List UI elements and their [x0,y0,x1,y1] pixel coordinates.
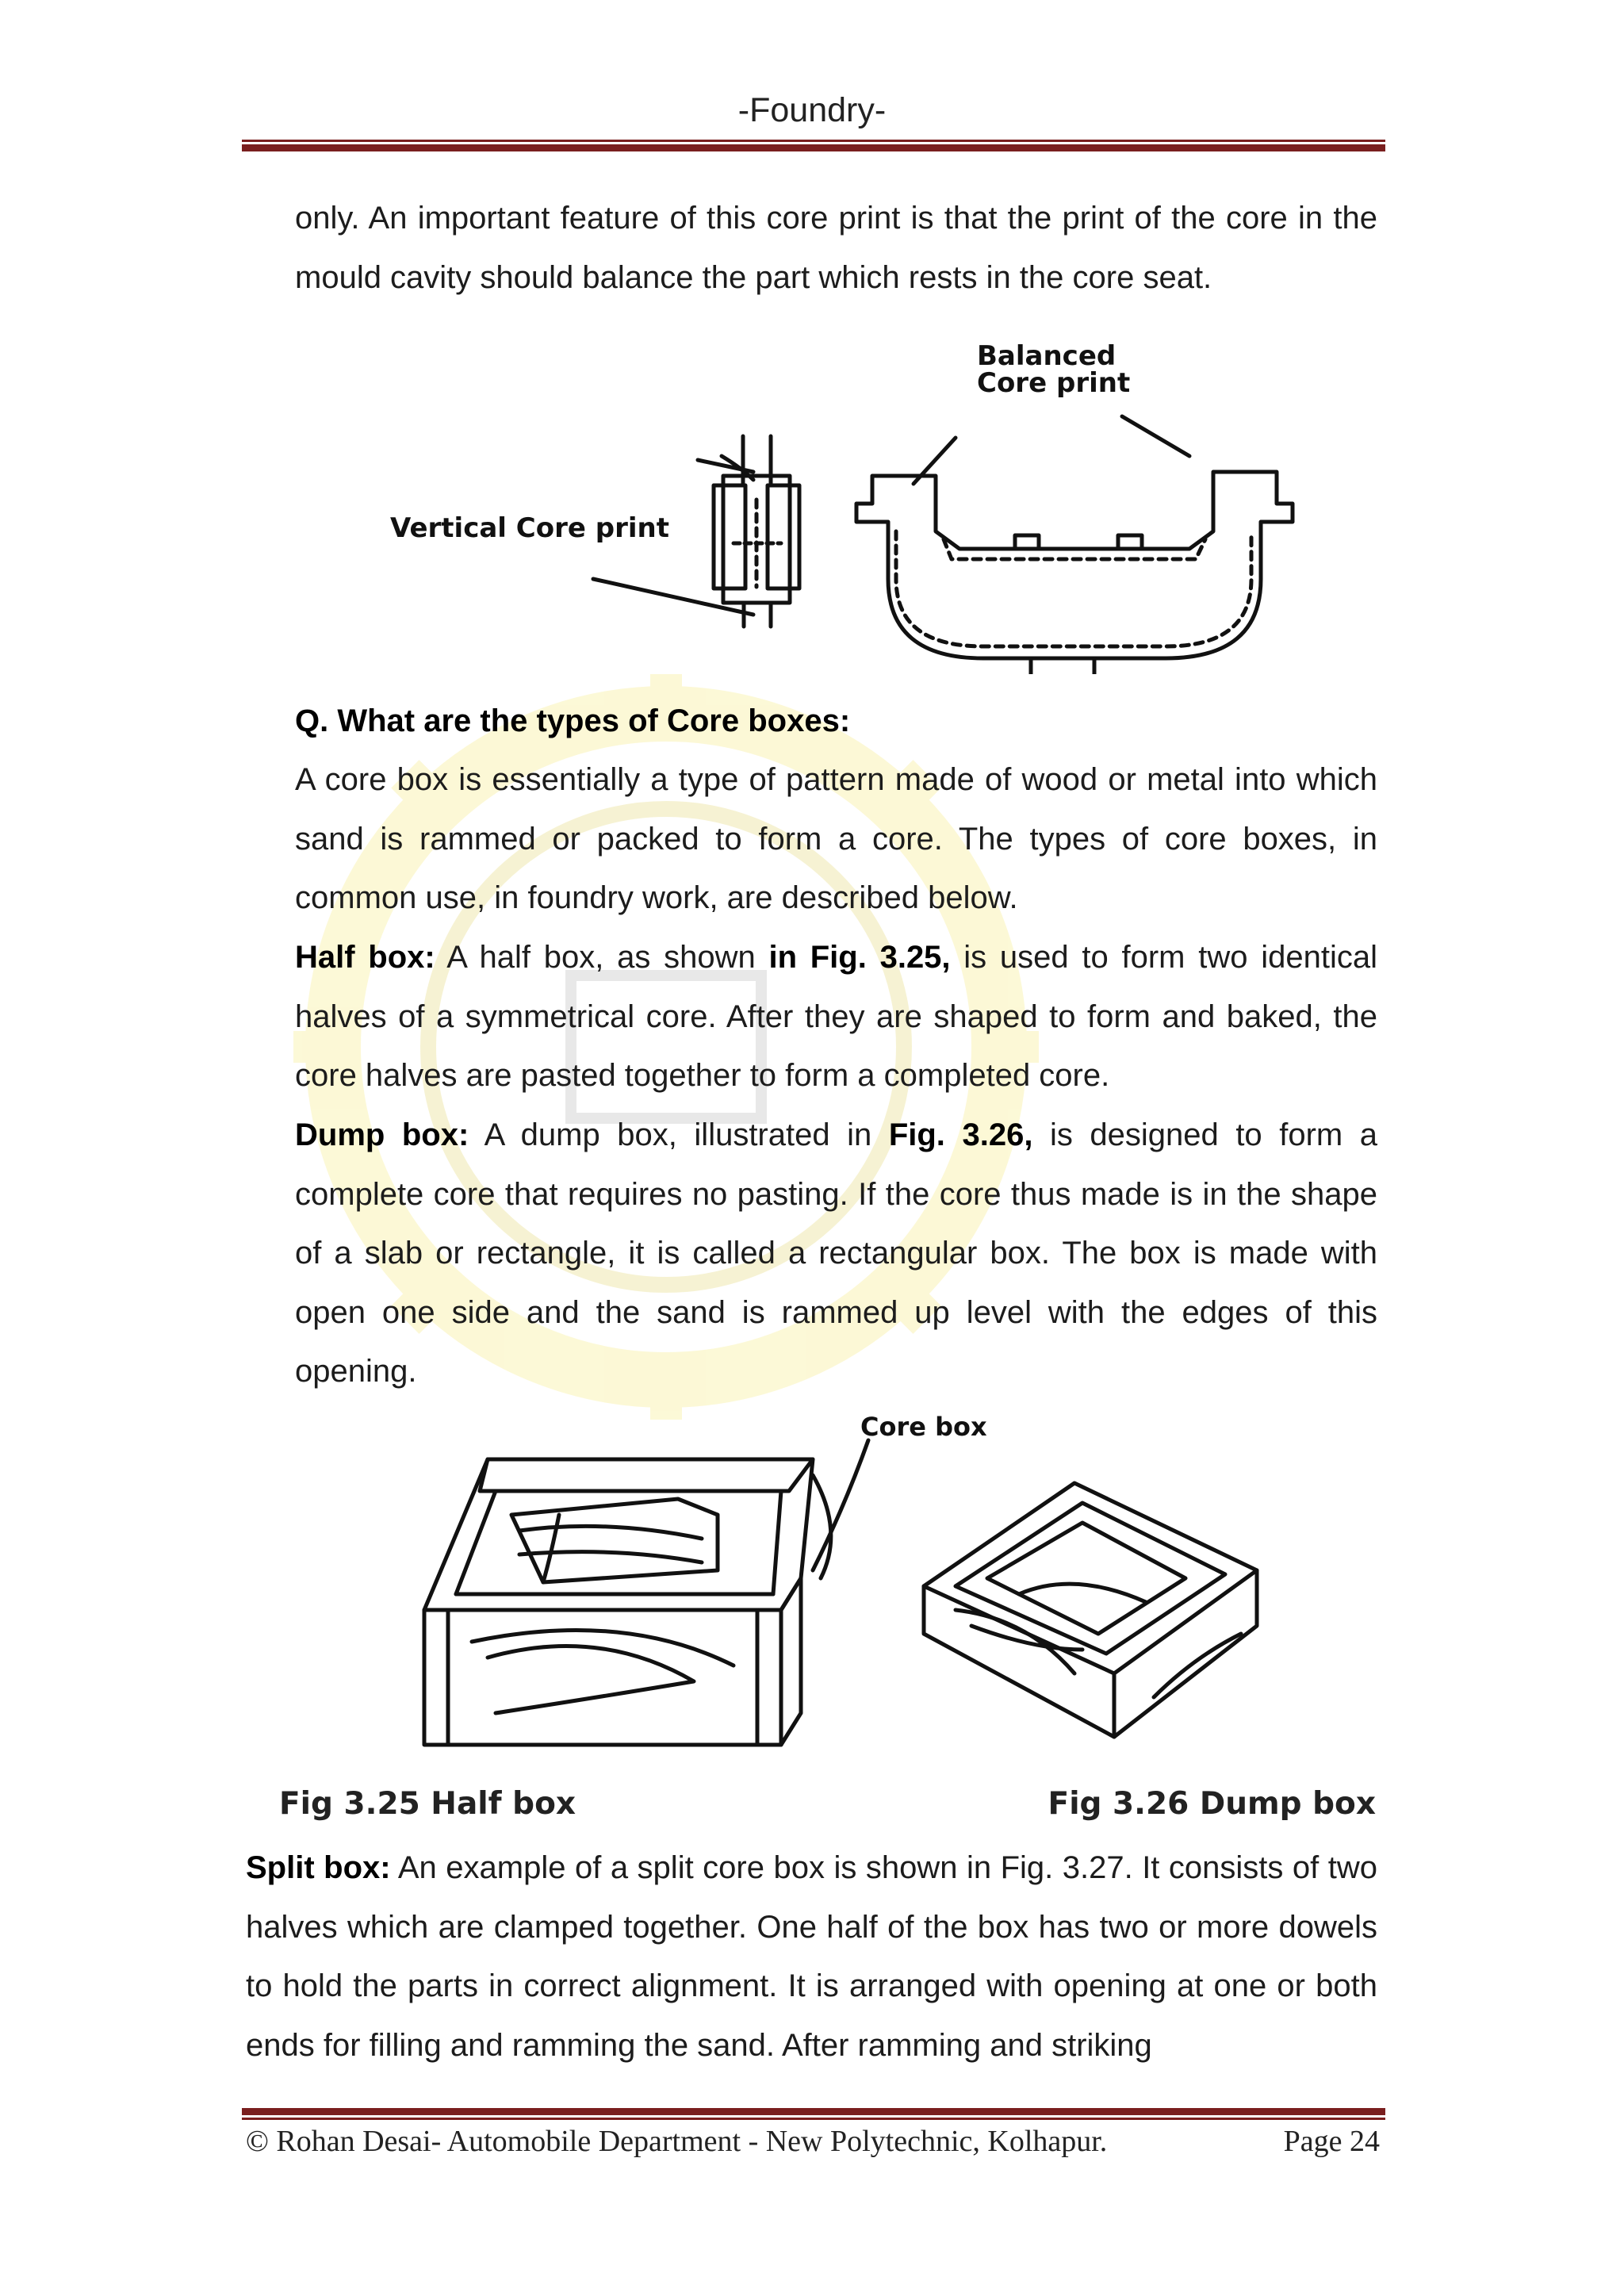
header-rule [242,140,1385,151]
dump-box-term: Dump box: [295,1117,469,1152]
balanced-label-line-1: Balanced [977,341,1116,372]
half-box-text-b: is used to form two identical halves of a symmetrical core. After they are shaped to form and baked, the core halves are pasted together to form a completed core. [295,940,1377,1093]
page-footer [246,2124,1380,2159]
half-box-text-a: A half box, as shown [435,940,769,975]
vertical-core-print-label: Vertical Core print [390,512,669,544]
core-box-intro-paragraph: A core box is essentially a type of pattern made of wood or metal into which sand is rammed or packed to form a core. The types of core boxes, in common use, in foundry work, are described below. [295,762,1377,915]
footer-credit: © Rohan Desai- Automobile Department - New Polytechnic, Kolhapur. [246,2125,1108,2158]
intro-paragraph: only. An important feature of this core print is that the print of the core in the mould cavity should balance the part which rests in the core seat. [295,201,1377,295]
half-box-term: Half box: [295,940,435,975]
question-heading: Q. What are the types of Core boxes: [295,703,851,738]
split-box-term: Split box: [246,1850,391,1885]
dump-box-text-a: A dump box, illustrated in [469,1117,889,1152]
page-number: Page 24 [1283,2125,1380,2158]
split-box-paragraph [246,1838,1377,2075]
half-box-paragraph [295,928,1377,1106]
running-header: -Foundry- [737,91,887,129]
split-box-text: An example of a split core box is shown in Fig. 3.27. It consists of two halves which are clamped together. One half of the box has two or more dowels to hold the parts in correct alignment. It is arranged with opening at one or both ends for filling and ramming the sand. After ramming and striking [246,1850,1377,2063]
balanced-label-line-2: Core print [977,367,1131,399]
caption-half-box: Fig 3.25 Half box [279,1786,576,1822]
dump-box-figure-ref: Fig. 3.26, [888,1117,1033,1152]
half-box-figure-ref: in Fig. 3.25, [768,940,951,975]
dump-box-paragraph [295,1106,1377,1401]
core-boxes-figure [400,1412,1273,1761]
caption-dump-box: Fig 3.26 Dump box [1048,1786,1376,1822]
core-box-label: Core box [860,1412,987,1442]
dump-box-text-b: is designed to form a complete core that requires no pasting. If the core thus made is in the shape of a slab or rectangle, it is called a rectangular box. The box is made with open one side and the sand is rammed up level with the edges of this opening. [295,1117,1378,1389]
footer-rule [242,2108,1385,2120]
core-print-figure [381,341,1300,674]
